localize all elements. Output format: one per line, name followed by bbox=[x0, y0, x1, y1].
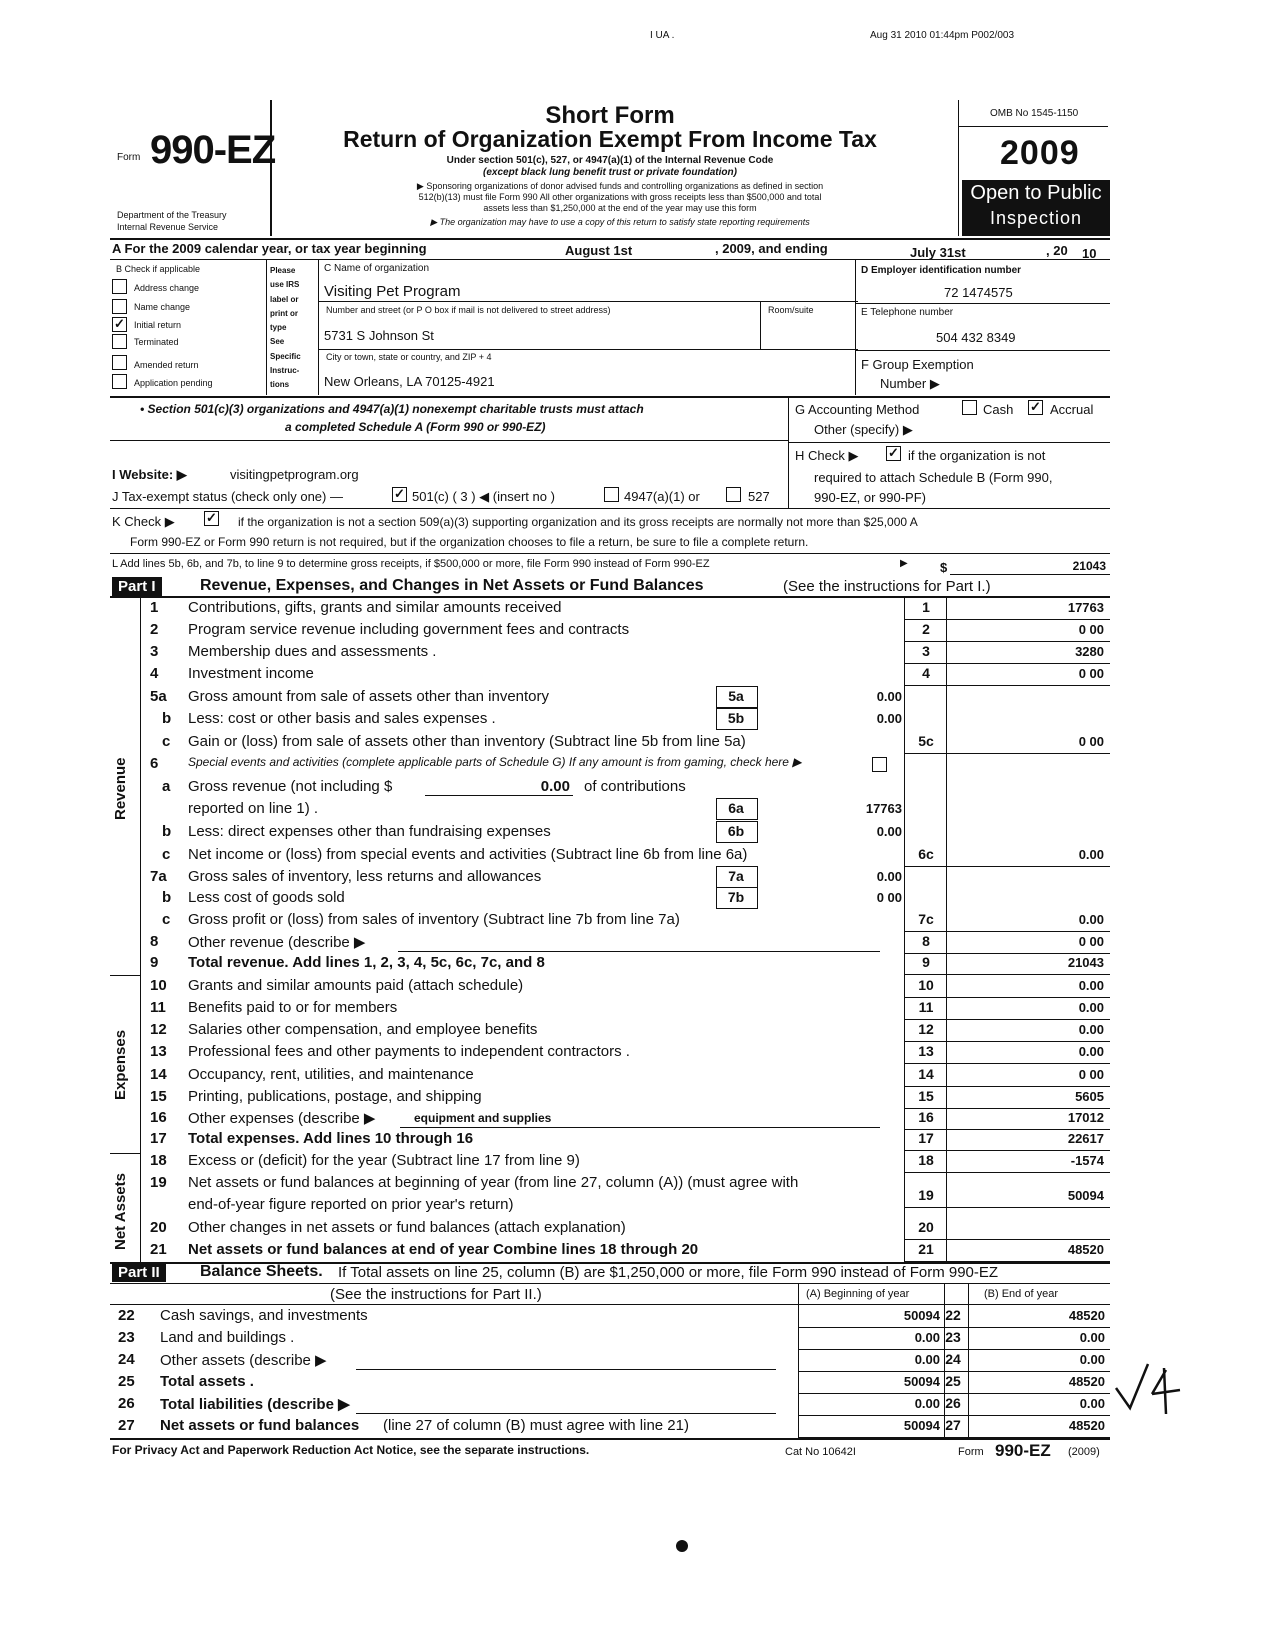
line-description: Net assets or fund balances at beginning of year (from line 27, column (A)) (must agree with bbox=[188, 1174, 799, 1191]
line-a-ending: , 2009, and ending bbox=[715, 241, 828, 256]
box-label: 15 bbox=[918, 1088, 934, 1104]
omb-number: OMB No 1545-1150 bbox=[990, 108, 1079, 119]
balance-box-label: 22 bbox=[945, 1307, 961, 1323]
line-description: Investment income bbox=[188, 665, 314, 682]
line-k-text-1: if the organization is not a section 509(a)(3) supporting organization and its gross receipts are normally not more than $25,000 A bbox=[238, 515, 918, 529]
box-label: 13 bbox=[918, 1043, 934, 1059]
box-label: 17 bbox=[918, 1130, 934, 1146]
website-value[interactable]: visitingpetprogram.org bbox=[230, 467, 359, 482]
tax-year-begin: August 1st bbox=[565, 243, 633, 258]
internal-revenue-service: Internal Revenue Service bbox=[117, 222, 219, 232]
application-pending-checkbox[interactable] bbox=[112, 374, 127, 389]
please-use-irs-label: Please use IRS label or print or type See Specific Instruc- tions bbox=[270, 266, 301, 390]
box-label: 5c bbox=[918, 733, 934, 749]
subtitle-sponsoring: ▶ Sponsoring organizations of donor advised funds and controlling organizations as defined in section bbox=[416, 181, 824, 191]
accrual-label: Accrual bbox=[1050, 402, 1094, 417]
line-number: 20 bbox=[150, 1219, 167, 1236]
527-checkbox[interactable] bbox=[726, 487, 741, 502]
line-number: 19 bbox=[150, 1174, 167, 1191]
fax-header-left: I UA . bbox=[650, 30, 675, 41]
line-6a-contrib-text: of contributions bbox=[584, 778, 686, 795]
privacy-act-notice: For Privacy Act and Paperwork Reduction Act Notice, see the separate instructions. bbox=[112, 1443, 590, 1457]
line-amount[interactable]: 17012 bbox=[1067, 1110, 1104, 1125]
balance-line-number: 25 bbox=[118, 1373, 135, 1390]
inner-box-label: 6b bbox=[727, 823, 745, 839]
website-label: I Website: ▶ bbox=[112, 467, 187, 482]
line-number: c bbox=[162, 911, 171, 928]
end-of-year-amount[interactable]: 0.00 bbox=[1079, 1396, 1105, 1411]
ein-value[interactable]: 72 1474575 bbox=[944, 285, 1013, 300]
line-k-label: K Check ▶ bbox=[112, 514, 175, 529]
beginning-of-year-amount[interactable]: 0.00 bbox=[914, 1352, 940, 1367]
line-amount[interactable]: 0.00 bbox=[1078, 912, 1104, 927]
column-b-header: (B) End of year bbox=[984, 1288, 1058, 1300]
line-number: 5a bbox=[150, 688, 167, 705]
line-a-yr-prefix: , 20 bbox=[1046, 243, 1068, 258]
inner-amount[interactable]: 0.00 bbox=[876, 869, 902, 884]
box-label: 18 bbox=[918, 1152, 934, 1168]
line-amount[interactable]: 22617 bbox=[1067, 1131, 1104, 1146]
line-amount[interactable]: 5605 bbox=[1075, 1089, 1104, 1104]
inspection-label: Inspection bbox=[989, 208, 1083, 228]
line-number: 4 bbox=[150, 665, 159, 682]
501c-checkbox[interactable]: ✓ bbox=[392, 487, 407, 502]
part-2-subtitle: (See the instructions for Part II.) bbox=[330, 1286, 542, 1303]
balance-line-description: Land and buildings . bbox=[160, 1329, 295, 1346]
line-description: Grants and similar amounts paid (attach schedule) bbox=[188, 977, 524, 994]
line-number: 3 bbox=[150, 643, 159, 660]
box-label: 20 bbox=[918, 1219, 934, 1235]
inner-box-label: 5b bbox=[727, 710, 745, 726]
subtitle-assets: assets less than $1,250,000 at the end of the year may use this form bbox=[483, 203, 757, 213]
line-description: Other changes in net assets or fund balances (attach explanation) bbox=[188, 1219, 626, 1236]
street-address[interactable]: 5731 S Johnson St bbox=[324, 328, 434, 343]
line-amount[interactable]: 0.00 bbox=[1078, 1044, 1104, 1059]
box-label: 6c bbox=[918, 846, 934, 862]
end-of-year-amount[interactable]: 48520 bbox=[1068, 1418, 1105, 1433]
amended-return-label: Amended return bbox=[134, 360, 199, 370]
accounting-method-label: G Accounting Method bbox=[795, 402, 920, 417]
line-description: Total expenses. Add lines 10 through 16 bbox=[188, 1130, 474, 1147]
line-number: b bbox=[162, 823, 172, 840]
header-divider-right bbox=[958, 100, 959, 236]
line-amount[interactable]: 0 00 bbox=[1078, 666, 1104, 681]
beginning-of-year-amount[interactable]: 50094 bbox=[903, 1418, 940, 1433]
street-label: Number and street (or P O box if mail is not delivered to street address) bbox=[326, 305, 611, 315]
line-number: 12 bbox=[150, 1021, 167, 1038]
line-description: Excess or (deficit) for the year (Subtract line 17 from line 9) bbox=[188, 1152, 580, 1169]
box-label: 10 bbox=[918, 977, 934, 993]
cat-number: Cat No 10642I bbox=[785, 1446, 856, 1458]
balance-line-number: 22 bbox=[118, 1307, 135, 1324]
line-number: 21 bbox=[150, 1241, 167, 1258]
line-amount[interactable]: 0 00 bbox=[1078, 734, 1104, 749]
balance-line-number: 24 bbox=[118, 1351, 135, 1368]
line-number: 1 bbox=[150, 599, 159, 616]
open-to-public-label: Open to Public bbox=[970, 182, 1102, 204]
inner-amount[interactable]: 0.00 bbox=[876, 689, 902, 704]
line-description: Contributions, gifts, grants and similar amounts received bbox=[188, 599, 562, 616]
footer-year: (2009) bbox=[1068, 1446, 1100, 1458]
beginning-of-year-amount[interactable]: 50094 bbox=[903, 1374, 940, 1389]
line-number: 15 bbox=[150, 1088, 167, 1105]
line-amount[interactable]: 48520 bbox=[1067, 1242, 1104, 1257]
box-h-text-3: 990-EZ, or 990-PF) bbox=[814, 490, 926, 505]
balance-line-description: Cash savings, and investments bbox=[160, 1307, 368, 1324]
box-label: 8 bbox=[922, 933, 930, 949]
line-description: Special events and activities (complete applicable parts of Schedule G) If any amount is from gaming, check here ▶ bbox=[188, 755, 802, 769]
line-number: 17 bbox=[150, 1130, 167, 1147]
city-state-zip[interactable]: New Orleans, LA 70125-4921 bbox=[324, 374, 495, 389]
line-number: a bbox=[162, 778, 171, 795]
line-description: reported on line 1) . bbox=[188, 800, 319, 817]
line-l-arrow: ▶ bbox=[900, 558, 908, 569]
line-amount[interactable]: -1574 bbox=[1070, 1153, 1104, 1168]
box-label: 3 bbox=[922, 643, 930, 659]
line-amount[interactable]: 21043 bbox=[1067, 955, 1104, 970]
group-exemption-label: F Group Exemption bbox=[861, 357, 974, 372]
fax-header-right: Aug 31 2010 01:44pm P002/003 bbox=[870, 30, 1015, 41]
line-description: Net assets or fund balances at end of year Combine lines 18 through 20 bbox=[188, 1241, 699, 1258]
line-amount[interactable]: 17763 bbox=[1067, 600, 1104, 615]
balance-line-number: 27 bbox=[118, 1417, 135, 1434]
box-label: 12 bbox=[918, 1021, 934, 1037]
inner-amount[interactable]: 0.00 bbox=[876, 711, 902, 726]
balance-box-label: 25 bbox=[945, 1373, 961, 1389]
line-6a-amount[interactable]: 0.00 bbox=[540, 778, 570, 795]
initial-return-checkbox[interactable]: ✓ bbox=[112, 317, 127, 332]
box-label: 14 bbox=[918, 1066, 934, 1082]
line-amount[interactable]: 0 00 bbox=[1078, 934, 1104, 949]
group-exemption-number: Number ▶ bbox=[880, 376, 940, 391]
terminated-checkbox[interactable] bbox=[112, 334, 127, 349]
part-1-title-note: (See the instructions for Part I.) bbox=[783, 578, 991, 595]
box-h-text-1: if the organization is not bbox=[908, 448, 1046, 463]
line-number: b bbox=[162, 889, 172, 906]
box-label: 16 bbox=[918, 1109, 934, 1125]
box-label: 21 bbox=[918, 1241, 934, 1257]
4947-label: 4947(a)(1) or bbox=[624, 489, 700, 504]
part-2-badge: Part II bbox=[112, 1263, 166, 1282]
balance-box-label: 24 bbox=[945, 1351, 961, 1367]
terminated-label: Terminated bbox=[134, 337, 179, 347]
balance-line-description-cont: (line 27 of column (B) must agree with line 21) bbox=[383, 1417, 689, 1434]
line-amount[interactable]: 0 00 bbox=[1078, 622, 1104, 637]
box-label: 9 bbox=[922, 954, 930, 970]
tax-year-end-yr: 10 bbox=[1082, 246, 1097, 261]
application-pending-label: Application pending bbox=[134, 378, 213, 388]
line-number: b bbox=[162, 710, 172, 727]
part-1-badge: Part I bbox=[112, 577, 162, 596]
line-number: 16 bbox=[150, 1109, 167, 1126]
box-b-label: B Check if applicable bbox=[116, 264, 201, 274]
title-short-form: Short Form bbox=[545, 102, 675, 129]
tax-year: 2009 bbox=[1000, 134, 1080, 172]
accounting-other-label: Other (specify) ▶ bbox=[814, 422, 913, 437]
ein-label: D Employer identification number bbox=[861, 265, 1022, 276]
form-number: 990-EZ bbox=[150, 128, 276, 172]
balance-line-number: 23 bbox=[118, 1329, 135, 1346]
beginning-of-year-amount[interactable]: 0.00 bbox=[914, 1330, 940, 1345]
address-change-checkbox[interactable] bbox=[112, 279, 127, 294]
tax-year-end: July 31st bbox=[910, 245, 966, 260]
cash-checkbox[interactable] bbox=[962, 400, 977, 415]
line-description: Membership dues and assessments . bbox=[188, 643, 437, 660]
balance-line-number: 26 bbox=[118, 1395, 135, 1412]
line-number: 13 bbox=[150, 1043, 167, 1060]
line-k-checkbox[interactable]: ✓ bbox=[204, 511, 219, 526]
line-number: 6 bbox=[150, 755, 159, 772]
line-a-label: A For the 2009 calendar year, or tax year beginning bbox=[112, 241, 427, 256]
department-treasury: Department of the Treasury bbox=[117, 210, 227, 220]
balance-box-label: 23 bbox=[945, 1329, 961, 1345]
end-of-year-amount[interactable]: 48520 bbox=[1068, 1308, 1105, 1323]
line-description: Less cost of goods sold bbox=[188, 889, 345, 906]
line-amount[interactable]: 50094 bbox=[1067, 1188, 1104, 1203]
name-change-label: Name change bbox=[134, 302, 191, 312]
room-suite-label: Room/suite bbox=[768, 305, 814, 315]
part-2-title-rest: If Total assets on line 25, column (B) are $1,250,000 or more, file Form 990 instead of Form 990-EZ bbox=[338, 1264, 999, 1281]
gross-receipts-value[interactable]: 21043 bbox=[1072, 559, 1106, 573]
line-amount[interactable]: 0.00 bbox=[1078, 1000, 1104, 1015]
line-description: Net income or (loss) from special events and activities (Subtract line 6b from line 6a) bbox=[188, 846, 748, 863]
line-description: Gross profit or (loss) from sales of inventory (Subtract line 7b from line 7a) bbox=[188, 911, 680, 928]
balance-line-description: Other assets (describe ▶ bbox=[160, 1352, 327, 1369]
line-number: 7a bbox=[150, 868, 167, 885]
4947-checkbox[interactable] bbox=[604, 487, 619, 502]
inner-box-label: 7b bbox=[727, 889, 745, 905]
line-number: 2 bbox=[150, 621, 159, 638]
other-expenses-description[interactable]: equipment and supplies bbox=[414, 1111, 552, 1125]
line-description: Printing, publications, postage, and shipping bbox=[188, 1088, 482, 1105]
box-label: 4 bbox=[922, 665, 930, 681]
line-number: 10 bbox=[150, 977, 167, 994]
line-amount[interactable]: 0 00 bbox=[1078, 1067, 1104, 1082]
part-2-title: Balance Sheets. bbox=[200, 1263, 323, 1280]
line-description: Professional fees and other payments to independent contractors . bbox=[188, 1043, 630, 1060]
form-prefix: Form bbox=[117, 152, 141, 163]
end-of-year-amount[interactable]: 0.00 bbox=[1079, 1330, 1105, 1345]
line-description: Other revenue (describe ▶ bbox=[188, 934, 366, 951]
end-of-year-amount[interactable]: 48520 bbox=[1068, 1374, 1105, 1389]
line-description: Gross revenue (not including $ bbox=[188, 778, 393, 795]
inner-amount[interactable]: 0.00 bbox=[876, 824, 902, 839]
line-l-text: L Add lines 5b, 6b, and 7b, to line 9 to determine gross receipts, if $500,000 or more, file Form 990 instead of Form 990-EZ bbox=[112, 558, 710, 570]
address-change-label: Address change bbox=[134, 283, 200, 293]
footer-form-number: 990-EZ bbox=[995, 1441, 1051, 1460]
balance-box-label: 27 bbox=[945, 1417, 961, 1433]
box-h-text-2: required to attach Schedule B (Form 990, bbox=[814, 470, 1053, 485]
line-description: Salaries other compensation, and employee benefits bbox=[188, 1021, 538, 1038]
initial-return-label: Initial return bbox=[134, 320, 182, 330]
balance-line-description: Total liabilities (describe ▶ bbox=[160, 1396, 350, 1413]
beginning-of-year-amount[interactable]: 0.00 bbox=[914, 1396, 940, 1411]
line-number: 14 bbox=[150, 1066, 167, 1083]
line-description: Other expenses (describe ▶ bbox=[188, 1110, 376, 1127]
telephone-value[interactable]: 504 432 8349 bbox=[936, 330, 1016, 345]
subtitle-section: Under section 501(c), 527, or 4947(a)(1) of the Internal Revenue Code bbox=[446, 155, 774, 166]
name-change-checkbox[interactable] bbox=[112, 299, 127, 314]
line-number: 9 bbox=[150, 954, 159, 971]
org-name-label: C Name of organization bbox=[324, 263, 430, 274]
beginning-of-year-amount[interactable]: 50094 bbox=[903, 1308, 940, 1323]
box-label: 11 bbox=[918, 999, 934, 1015]
cash-label: Cash bbox=[983, 402, 1014, 417]
org-name[interactable]: Visiting Pet Program bbox=[324, 283, 461, 300]
527-label: 527 bbox=[748, 489, 770, 504]
line-number: c bbox=[162, 846, 171, 863]
schedule-a-note-2: a completed Schedule A (Form 990 or 990-EZ) bbox=[285, 420, 546, 434]
schedule-b-checkbox[interactable]: ✓ bbox=[886, 446, 901, 461]
subtitle-512: 512(b)(13) must file Form 990 All other organizations with gross receipts less than $500,000 and total bbox=[418, 192, 822, 202]
box-label: 19 bbox=[918, 1187, 934, 1203]
gaming-checkbox[interactable] bbox=[872, 757, 887, 772]
line-description: Occupancy, rent, utilities, and maintenance bbox=[188, 1066, 474, 1083]
line-amount[interactable]: 0.00 bbox=[1078, 847, 1104, 862]
line-number: 8 bbox=[150, 933, 159, 950]
accrual-checkbox[interactable]: ✓ bbox=[1028, 400, 1043, 415]
box-label: 1 bbox=[922, 599, 930, 615]
balance-line-description: Total assets . bbox=[160, 1373, 254, 1390]
revenue-side-label: Revenue bbox=[112, 757, 129, 820]
line-description: Gain or (loss) from sale of assets other than inventory (Subtract line 5b from line 5a) bbox=[188, 733, 746, 750]
line-number: 18 bbox=[150, 1152, 167, 1169]
line-amount[interactable]: 0.00 bbox=[1078, 1022, 1104, 1037]
inner-box-label: 7a bbox=[728, 868, 744, 884]
footer-form-prefix: Form bbox=[958, 1446, 984, 1458]
line-description-cont: end-of-year figure reported on prior year's return) bbox=[188, 1196, 514, 1213]
part-1-title: Revenue, Expenses, and Changes in Net Assets or Fund Balances bbox=[200, 577, 704, 594]
line-l-dollar: $ bbox=[940, 560, 948, 575]
501c-label: 501(c) ( 3 ) ◀ (insert no ) bbox=[412, 489, 555, 504]
inner-box-label: 5a bbox=[728, 688, 744, 704]
subtitle-except: (except black lung benefit trust or private foundation) bbox=[483, 167, 737, 178]
tax-exempt-status-label: J Tax-exempt status (check only one) — bbox=[112, 489, 343, 504]
line-k-text-2: Form 990-EZ or Form 990 return is not required, but if the organization chooses to file a return, be sure to file a complete return. bbox=[130, 535, 809, 549]
handwritten-check-mark bbox=[1112, 1358, 1182, 1418]
line-description: Total revenue. Add lines 1, 2, 3, 4, 5c, 6c, 7c, and 8 bbox=[188, 954, 545, 971]
inner-amount[interactable]: 0 00 bbox=[876, 890, 902, 905]
line-description: Benefits paid to or for members bbox=[188, 999, 398, 1016]
title-main: Return of Organization Exempt From Income Tax bbox=[343, 126, 877, 152]
line-description: Less: cost or other basis and sales expenses . bbox=[188, 710, 496, 727]
box-label: 2 bbox=[922, 621, 930, 637]
balance-box-label: 26 bbox=[945, 1395, 961, 1411]
box-h-label: H Check ▶ bbox=[795, 448, 859, 463]
line-number: c bbox=[162, 733, 171, 750]
line-description: Program service revenue including government fees and contracts bbox=[188, 621, 630, 638]
subtitle-state: ▶ The organization may have to use a copy of this return to satisfy state reporting requirements bbox=[430, 217, 810, 227]
inner-box-label: 6a bbox=[728, 800, 744, 816]
amended-return-checkbox[interactable] bbox=[112, 355, 127, 370]
end-of-year-amount[interactable]: 0.00 bbox=[1079, 1352, 1105, 1367]
balance-line-description: Net assets or fund balances bbox=[160, 1417, 360, 1434]
inner-amount[interactable]: 17763 bbox=[865, 801, 902, 816]
line-number: 11 bbox=[150, 999, 166, 1016]
city-label: City or town, state or country, and ZIP + 4 bbox=[326, 352, 492, 362]
box-label: 7c bbox=[918, 911, 934, 927]
line-amount[interactable]: 0.00 bbox=[1078, 978, 1104, 993]
telephone-label: E Telephone number bbox=[861, 307, 954, 318]
expenses-side-label: Expenses bbox=[112, 1029, 129, 1100]
line-description: Less: direct expenses other than fundraising expenses bbox=[188, 823, 551, 840]
net-assets-side-label: Net Assets bbox=[112, 1173, 129, 1250]
line-description: Gross sales of inventory, less returns and allowances bbox=[188, 868, 542, 885]
punch-hole-dot bbox=[676, 1540, 688, 1552]
line-amount[interactable]: 3280 bbox=[1075, 644, 1104, 659]
column-a-header: (A) Beginning of year bbox=[806, 1288, 910, 1300]
schedule-a-note-1: • Section 501(c)(3) organizations and 4947(a)(1) nonexempt charitable trusts must attach bbox=[140, 402, 644, 416]
line-description: Gross amount from sale of assets other than inventory bbox=[188, 688, 550, 705]
